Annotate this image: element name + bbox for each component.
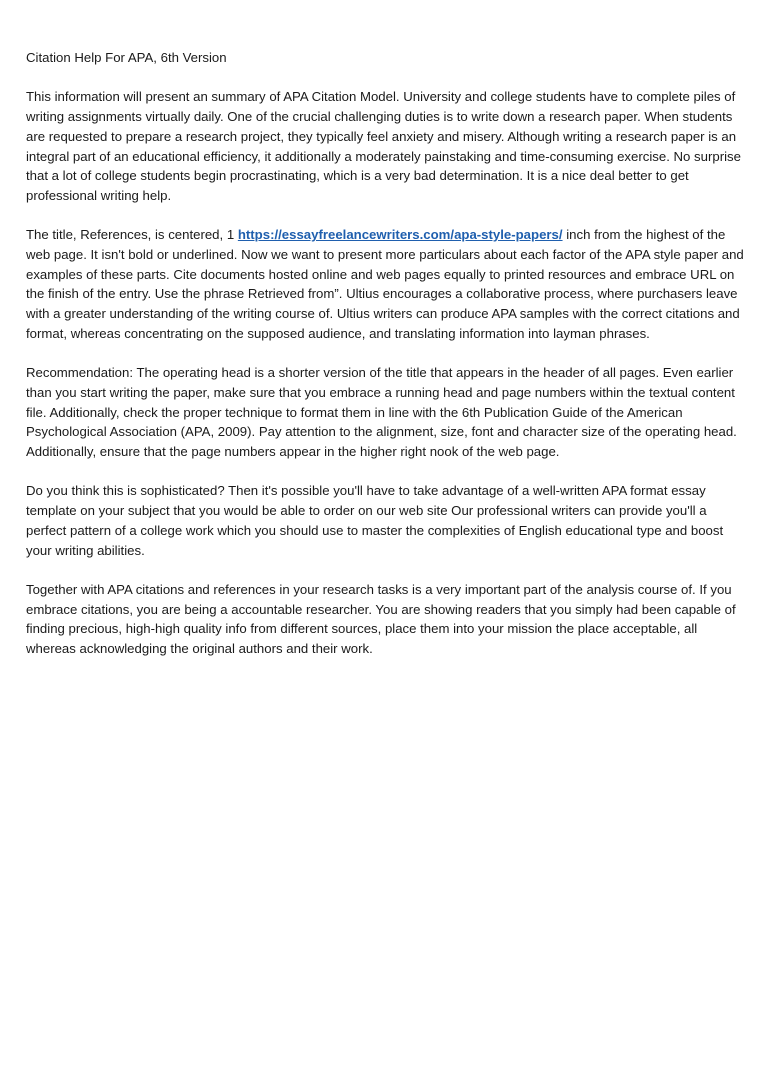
paragraph-recommendation: Recommendation: The operating head is a shorter version of the title that appears in the header of all pages. Even earlier than you start writing the paper, make sure that you embrace a running head and page numbers within the textual content file. Additionally, check the proper technique to format them in line with the 6th Publication Guide of the American Psychological Association (APA, 2009). Pay attention to the alignment, size, font and character size of the operating head. Additionally, ensure that the page numbers appear in the higher right nook of the web page. bbox=[26, 365, 737, 460]
apa-style-papers-link[interactable]: https://essayfreelancewriters.com/apa-style-papers/ bbox=[237, 227, 563, 243]
paragraph-references bbox=[26, 225, 748, 343]
paragraph-intro: This information will present an summary of APA Citation Model. University and college students have to complete piles of writing assignments virtually daily. One of the crucial challenging duties is to write down a research paper. When students are requested to prepare a research project, they typically feel anxiety and misery. Although writing a research paper is an integral part of an educational efficiency, it additionally a moderately painstaking and time-consuming exercise. No surprise that a lot of college students begin procrastinating, which is a very bad determination. It is a nice deal better to get professional writing help. bbox=[26, 89, 741, 203]
paragraph-references-text-after: inch from the highest of the web page. It isn't bold or underlined. Now we want to present more particulars about each factor of the APA style paper and examples of these parts. Cite documents hosted online and web pages equally to printed resources and embrace URL on the finish of the entry. Use the phrase Retrieved from”. Ultius encourages a collaborative process, where purchasers leave with a greater understanding of the writing course of. Ultius writers can produce APA samples with the correct citations and format, whereas concentrating on the supposed audience, and translating information into layman phrases. bbox=[26, 227, 744, 341]
paragraph-references-text-before: The title, References, is centered, 1 bbox=[26, 227, 238, 243]
document-title: Citation Help For APA, 6th Version bbox=[26, 50, 227, 65]
document-page bbox=[26, 48, 748, 678]
paragraph-citations: Together with APA citations and references in your research tasks is a very important part of the analysis course of. If you embrace citations, you are being a accountable researcher. You are showing readers that you simply had been capable of finding precious, high-high quality info from different sources, place them into your mission the place acceptable, all whereas acknowledging the original authors and their work. bbox=[26, 581, 736, 657]
paragraph-template: Do you think this is sophisticated? Then it's possible you'll have to take advantage of a well-written APA format essay template on your subject that you would be able to order on our web site Our professional writers can provide you'll a perfect pattern of a college work which you should use to master the complexities of English educational type and boost your writing abilities. bbox=[26, 483, 724, 558]
